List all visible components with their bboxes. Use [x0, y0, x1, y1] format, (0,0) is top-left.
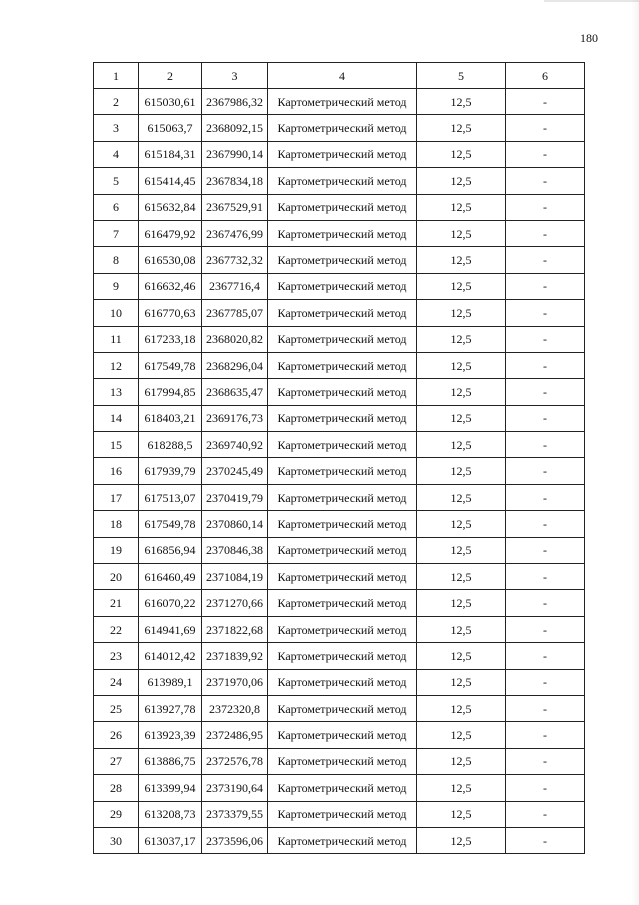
- table-cell: 24: [94, 669, 139, 695]
- table-cell: 12,5: [417, 827, 506, 853]
- table-cell: 2371839,92: [202, 643, 268, 669]
- table-cell: 12,5: [417, 458, 506, 484]
- table-cell: Картометрический метод: [268, 141, 417, 167]
- table-cell: 12,5: [417, 801, 506, 827]
- table-row: [94, 194, 585, 220]
- table-cell: Картометрический метод: [268, 458, 417, 484]
- table-cell: 616856,94: [139, 537, 202, 563]
- table-row: [94, 484, 585, 510]
- table-cell: Картометрический метод: [268, 590, 417, 616]
- table-cell: 2367529,91: [202, 194, 268, 220]
- table-cell: 2372486,95: [202, 722, 268, 748]
- table-cell: 22: [94, 616, 139, 642]
- table-cell: -: [506, 748, 585, 774]
- table-cell: Картометрический метод: [268, 748, 417, 774]
- table-cell: 2368296,04: [202, 352, 268, 378]
- column-header: 5: [417, 63, 506, 89]
- table-row: [94, 405, 585, 431]
- table-cell: 12,5: [417, 273, 506, 299]
- table-cell: 9: [94, 273, 139, 299]
- table-row: [94, 273, 585, 299]
- table-cell: Картометрический метод: [268, 827, 417, 853]
- table-cell: 613923,39: [139, 722, 202, 748]
- table-cell: 19: [94, 537, 139, 563]
- table-cell: 12,5: [417, 326, 506, 352]
- table-cell: -: [506, 511, 585, 537]
- table-cell: 6: [94, 194, 139, 220]
- table-cell: Картометрический метод: [268, 511, 417, 537]
- table-cell: -: [506, 405, 585, 431]
- scan-edge-shadow: [631, 0, 639, 905]
- table-row: [94, 432, 585, 458]
- table-row: [94, 247, 585, 273]
- table-cell: 28: [94, 775, 139, 801]
- table-cell: 2372320,8: [202, 695, 268, 721]
- table-cell: 2367476,99: [202, 220, 268, 246]
- table-cell: -: [506, 115, 585, 141]
- table-row: [94, 775, 585, 801]
- table-cell: 5: [94, 168, 139, 194]
- table-cell: 12,5: [417, 300, 506, 326]
- table-cell: 2370846,38: [202, 537, 268, 563]
- table-cell: -: [506, 379, 585, 405]
- table-cell: Картометрический метод: [268, 564, 417, 590]
- table-row: [94, 564, 585, 590]
- table-cell: 2370860,14: [202, 511, 268, 537]
- column-header: 1: [94, 63, 139, 89]
- table-cell: -: [506, 827, 585, 853]
- table-cell: 2368635,47: [202, 379, 268, 405]
- table-cell: -: [506, 89, 585, 115]
- table-cell: -: [506, 564, 585, 590]
- table-cell: Картометрический метод: [268, 352, 417, 378]
- table-cell: -: [506, 220, 585, 246]
- table-cell: 615184,31: [139, 141, 202, 167]
- table-row: [94, 801, 585, 827]
- table-cell: Картометрический метод: [268, 326, 417, 352]
- table-cell: 12,5: [417, 141, 506, 167]
- table-cell: 21: [94, 590, 139, 616]
- table-cell: 2367716,4: [202, 273, 268, 299]
- table-cell: 616479,92: [139, 220, 202, 246]
- table-cell: 12,5: [417, 590, 506, 616]
- table-cell: 617233,18: [139, 326, 202, 352]
- table-cell: -: [506, 775, 585, 801]
- table-cell: Картометрический метод: [268, 273, 417, 299]
- table-cell: -: [506, 722, 585, 748]
- table-cell: -: [506, 458, 585, 484]
- table-row: [94, 722, 585, 748]
- table-cell: 2371822,68: [202, 616, 268, 642]
- column-header: 4: [268, 63, 417, 89]
- table-cell: -: [506, 695, 585, 721]
- table-cell: Картометрический метод: [268, 220, 417, 246]
- table-cell: 616632,46: [139, 273, 202, 299]
- table-cell: 12,5: [417, 564, 506, 590]
- table-row: [94, 511, 585, 537]
- table-cell: 12,5: [417, 168, 506, 194]
- table-cell: 12,5: [417, 643, 506, 669]
- table-cell: 2368092,15: [202, 115, 268, 141]
- table-cell: -: [506, 669, 585, 695]
- table-cell: 2371970,06: [202, 669, 268, 695]
- table-cell: -: [506, 352, 585, 378]
- table-cell: 12,5: [417, 695, 506, 721]
- table-cell: -: [506, 616, 585, 642]
- table-cell: 2373190,64: [202, 775, 268, 801]
- table-cell: 12,5: [417, 379, 506, 405]
- table-row: [94, 669, 585, 695]
- table-cell: 617939,79: [139, 458, 202, 484]
- table-cell: 4: [94, 141, 139, 167]
- scan-edge-mark: [544, 0, 639, 2]
- table-cell: -: [506, 273, 585, 299]
- table-row: [94, 220, 585, 246]
- table-cell: Картометрический метод: [268, 300, 417, 326]
- table-cell: 12,5: [417, 432, 506, 458]
- table-cell: 2369740,92: [202, 432, 268, 458]
- table-cell: 12,5: [417, 247, 506, 273]
- table-cell: 23: [94, 643, 139, 669]
- table-cell: Картометрический метод: [268, 537, 417, 563]
- table-cell: 15: [94, 432, 139, 458]
- table-cell: 2371270,66: [202, 590, 268, 616]
- table-cell: -: [506, 484, 585, 510]
- table-cell: 7: [94, 220, 139, 246]
- table-cell: -: [506, 194, 585, 220]
- table-row: [94, 590, 585, 616]
- table-cell: Картометрический метод: [268, 775, 417, 801]
- table-cell: Картометрический метод: [268, 616, 417, 642]
- table-row: [94, 827, 585, 853]
- table-cell: 12,5: [417, 775, 506, 801]
- table-cell: 26: [94, 722, 139, 748]
- table-cell: 613399,94: [139, 775, 202, 801]
- table-cell: 16: [94, 458, 139, 484]
- table-cell: 12: [94, 352, 139, 378]
- table-cell: Картометрический метод: [268, 669, 417, 695]
- table-cell: Картометрический метод: [268, 89, 417, 115]
- column-header: 3: [202, 63, 268, 89]
- table-cell: 12,5: [417, 220, 506, 246]
- table-cell: Картометрический метод: [268, 405, 417, 431]
- table-cell: 617549,78: [139, 511, 202, 537]
- table-cell: 12,5: [417, 484, 506, 510]
- table-cell: 11: [94, 326, 139, 352]
- table-cell: -: [506, 168, 585, 194]
- table-cell: 2368020,82: [202, 326, 268, 352]
- table-cell: 12,5: [417, 669, 506, 695]
- column-header: 2: [139, 63, 202, 89]
- table-cell: -: [506, 801, 585, 827]
- table-cell: 2367986,32: [202, 89, 268, 115]
- table-cell: Картометрический метод: [268, 643, 417, 669]
- table-cell: -: [506, 590, 585, 616]
- table-cell: 614941,69: [139, 616, 202, 642]
- table-cell: -: [506, 326, 585, 352]
- table-cell: 14: [94, 405, 139, 431]
- table-cell: Картометрический метод: [268, 695, 417, 721]
- table-cell: 615030,61: [139, 89, 202, 115]
- table-cell: 615063,7: [139, 115, 202, 141]
- table-cell: -: [506, 300, 585, 326]
- table-row: [94, 643, 585, 669]
- table-cell: 2367732,32: [202, 247, 268, 273]
- table-cell: 616530,08: [139, 247, 202, 273]
- table-cell: 12,5: [417, 616, 506, 642]
- table-cell: 12,5: [417, 405, 506, 431]
- table-row: [94, 115, 585, 141]
- table-cell: 616460,49: [139, 564, 202, 590]
- table-cell: 12,5: [417, 748, 506, 774]
- table-cell: 613927,78: [139, 695, 202, 721]
- table-cell: 2373379,55: [202, 801, 268, 827]
- table-cell: Картометрический метод: [268, 484, 417, 510]
- table-cell: 27: [94, 748, 139, 774]
- table-cell: 18: [94, 511, 139, 537]
- table-cell: 12,5: [417, 352, 506, 378]
- table-cell: 617513,07: [139, 484, 202, 510]
- table-cell: Картометрический метод: [268, 722, 417, 748]
- table-cell: 2372576,78: [202, 748, 268, 774]
- table-row: [94, 379, 585, 405]
- table-cell: Картометрический метод: [268, 432, 417, 458]
- page-number: 180: [580, 31, 598, 45]
- table-cell: Картометрический метод: [268, 379, 417, 405]
- table-cell: 617994,85: [139, 379, 202, 405]
- table-cell: -: [506, 141, 585, 167]
- table-cell: 2369176,73: [202, 405, 268, 431]
- coordinates-table: [93, 62, 585, 854]
- table-cell: 617549,78: [139, 352, 202, 378]
- table-cell: 2367990,14: [202, 141, 268, 167]
- table-cell: 13: [94, 379, 139, 405]
- table-cell: -: [506, 643, 585, 669]
- table-cell: 614012,42: [139, 643, 202, 669]
- table-cell: 2: [94, 89, 139, 115]
- table-cell: Картометрический метод: [268, 115, 417, 141]
- table-cell: -: [506, 247, 585, 273]
- table-row: [94, 89, 585, 115]
- table-cell: 12,5: [417, 511, 506, 537]
- table-cell: 29: [94, 801, 139, 827]
- table-cell: 12,5: [417, 89, 506, 115]
- table-header-row: [94, 63, 585, 89]
- table-row: [94, 537, 585, 563]
- table-cell: -: [506, 432, 585, 458]
- table-cell: 613886,75: [139, 748, 202, 774]
- table-cell: Картометрический метод: [268, 168, 417, 194]
- table-cell: 20: [94, 564, 139, 590]
- table-cell: 2370245,49: [202, 458, 268, 484]
- table-cell: 616070,22: [139, 590, 202, 616]
- table-cell: 12,5: [417, 115, 506, 141]
- table-cell: 2370419,79: [202, 484, 268, 510]
- table-cell: Картометрический метод: [268, 801, 417, 827]
- table-cell: 17: [94, 484, 139, 510]
- table-cell: 613037,17: [139, 827, 202, 853]
- table-cell: 615414,45: [139, 168, 202, 194]
- table-cell: -: [506, 537, 585, 563]
- table-cell: 2367834,18: [202, 168, 268, 194]
- table-row: [94, 695, 585, 721]
- table-cell: 613989,1: [139, 669, 202, 695]
- table-cell: 618403,21: [139, 405, 202, 431]
- table-cell: Картометрический метод: [268, 247, 417, 273]
- table-row: [94, 141, 585, 167]
- table-body: [94, 89, 585, 854]
- table-cell: 30: [94, 827, 139, 853]
- table-cell: 12,5: [417, 722, 506, 748]
- table-cell: 2371084,19: [202, 564, 268, 590]
- table-row: [94, 352, 585, 378]
- table-row: [94, 748, 585, 774]
- table-cell: 615632,84: [139, 194, 202, 220]
- table-cell: 10: [94, 300, 139, 326]
- table-cell: Картометрический метод: [268, 194, 417, 220]
- table-cell: 2373596,06: [202, 827, 268, 853]
- table-cell: 616770,63: [139, 300, 202, 326]
- table-cell: 8: [94, 247, 139, 273]
- table-cell: 3: [94, 115, 139, 141]
- table-row: [94, 168, 585, 194]
- column-header: 6: [506, 63, 585, 89]
- table-header: [94, 63, 585, 89]
- table-cell: 12,5: [417, 537, 506, 563]
- table-row: [94, 300, 585, 326]
- table-cell: 12,5: [417, 194, 506, 220]
- table-row: [94, 326, 585, 352]
- table-row: [94, 616, 585, 642]
- table-row: [94, 458, 585, 484]
- table-cell: 613208,73: [139, 801, 202, 827]
- table-cell: 25: [94, 695, 139, 721]
- table-cell: 618288,5: [139, 432, 202, 458]
- table-cell: 2367785,07: [202, 300, 268, 326]
